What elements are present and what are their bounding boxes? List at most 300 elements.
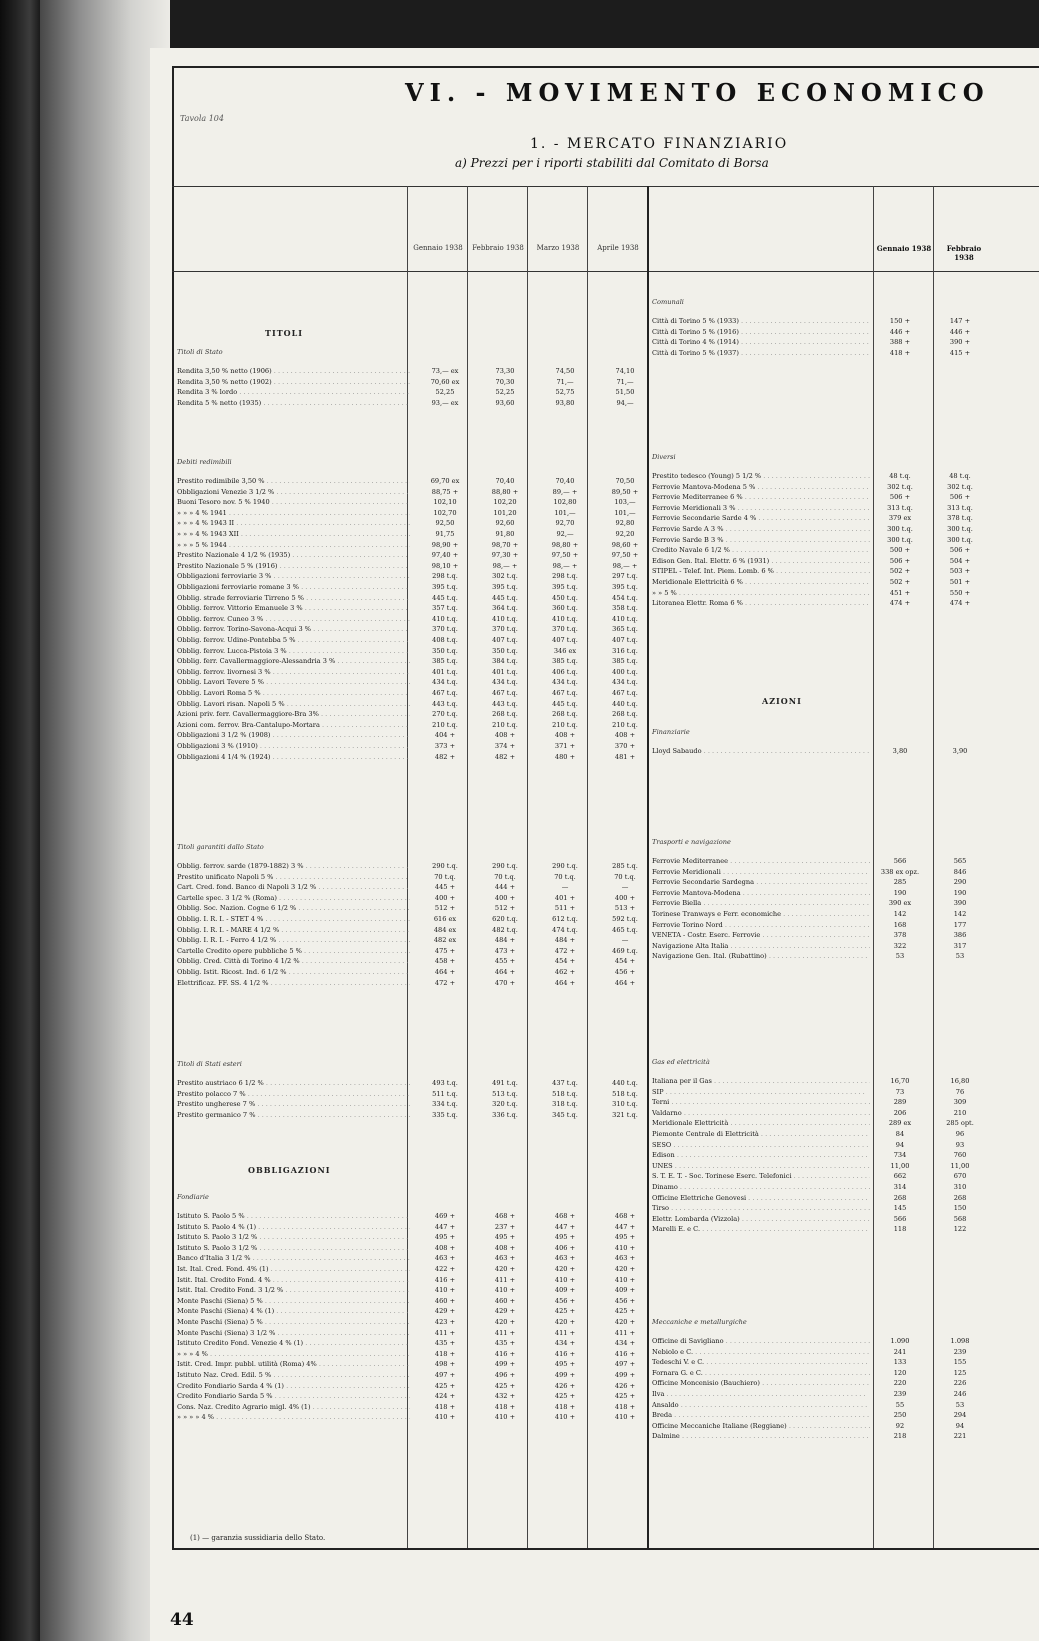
page-number: 44: [170, 1610, 194, 1630]
row-value: 434 t.q.: [492, 678, 518, 687]
row-value: 454 +: [614, 957, 636, 966]
row-label: Obblig. Cred. Città di Torino 4 1/2 % . . .: [177, 956, 410, 966]
row-value: 497 +: [614, 1360, 636, 1369]
row-value: 290: [953, 878, 967, 887]
row-label: Istituto S. Paolo 4 % (1) . . .: [177, 1222, 410, 1232]
row-value: 74,50: [555, 367, 575, 375]
row-label: Istituto Naz. Cred. Edil. 5 % . . .: [177, 1370, 410, 1380]
row-value: 620 t.q.: [492, 915, 518, 923]
row-value: 429 +: [494, 1307, 516, 1316]
row-value: 268: [893, 1193, 907, 1202]
row-label: Obbligazioni 3 1/2 % (1908) . . .: [177, 730, 410, 740]
row-value: 336 t.q.: [492, 1110, 518, 1119]
row-label: Prestito redimibile 3,50 % . . .: [177, 476, 410, 486]
row-value: 407 t.q.: [552, 636, 578, 644]
row-value: 670: [953, 1172, 967, 1181]
row-value: 168: [893, 920, 907, 929]
row-value: 76: [955, 1087, 965, 1096]
row-value: 88,75 +: [431, 487, 459, 496]
row-label: Monte Paschi (Siena) 3 1/2 % . . .: [177, 1328, 410, 1338]
row-value: 70,40: [555, 477, 575, 485]
row-value: 69,70 ex: [430, 477, 460, 485]
row-value: 454 +: [554, 957, 576, 966]
row-value: 491 t.q.: [492, 1079, 518, 1087]
row-value: 300 t.q.: [887, 535, 913, 544]
row-value: 408 +: [434, 1243, 456, 1252]
row-value: 435 +: [494, 1339, 516, 1348]
row-value: 495 +: [614, 1233, 636, 1242]
row-value: 133: [893, 1358, 907, 1367]
row-value: 300 t.q.: [947, 525, 973, 533]
row-value: 458 +: [434, 957, 456, 966]
row-value: 475 +: [434, 946, 456, 955]
row-label: Obblig. Lavori risan. Napoli 5 % . . .: [177, 699, 410, 709]
row-value: 464 +: [554, 978, 576, 987]
row-value: 16,70: [890, 1077, 910, 1085]
row-value: 482 ex: [433, 936, 457, 945]
row-value: 464 +: [494, 968, 516, 976]
row-label: Dinamo . . .: [652, 1182, 870, 1192]
row-value: 462 +: [554, 968, 576, 976]
row-value: 463 +: [554, 1254, 576, 1263]
row-value: 592 t.q.: [612, 915, 638, 923]
row-label: Cartelle spec. 3 1/2 % (Roma) . . .: [177, 893, 410, 903]
row-value: 142: [953, 910, 967, 918]
row-value: 300 t.q.: [947, 535, 973, 544]
row-value: 55: [895, 1400, 905, 1409]
row-value: 410 t.q.: [552, 614, 578, 623]
row-value: 150 +: [889, 317, 911, 325]
row-label: Officine di Savigliano . . .: [652, 1336, 870, 1346]
row-value: 416 +: [434, 1275, 456, 1284]
row-value: 93,80: [555, 398, 575, 407]
chapter-title: VI. - MOVIMENTO ECONOMICO: [405, 78, 990, 107]
row-value: 484 +: [494, 936, 516, 945]
row-value: 456 +: [554, 1296, 576, 1305]
row-value: 91,75: [435, 530, 455, 538]
row-value: 268: [953, 1193, 967, 1202]
row-value: 92,60: [495, 519, 515, 528]
row-label: Rendita 3 % lordo . . .: [177, 387, 410, 397]
row-value: 84: [895, 1130, 905, 1138]
row-label: Prestito tedesco (Young) 5 1/2 % . . .: [652, 471, 870, 481]
section-title: Titoli di Stato: [177, 348, 223, 356]
row-label: Ferrovie Sarde B 3 % . . .: [652, 535, 870, 545]
row-value: 226: [953, 1379, 967, 1388]
row-label: Monte Paschi (Siena) 5 % . . .: [177, 1296, 410, 1306]
row-value: 734: [893, 1151, 907, 1160]
row-value: 501 +: [949, 578, 971, 586]
row-value: 73,30: [495, 367, 515, 375]
row-value: 420 +: [494, 1318, 516, 1326]
section-title: Comunali: [652, 298, 684, 306]
book-binding-shadow: [0, 0, 40, 1641]
row-value: 467 t.q.: [432, 689, 458, 697]
row-value: 145: [893, 1204, 907, 1213]
row-value: 418 +: [614, 1402, 636, 1411]
row-value: 98,80 +: [551, 540, 579, 549]
row-label: S. T. E. T. - Soc. Torinese Eserc. Telefonici . . .: [652, 1171, 870, 1181]
row-value: 70 t.q.: [494, 872, 516, 881]
row-label: Elettr. Lombarda (Vizzola) . . .: [652, 1214, 870, 1224]
row-value: 364 t.q.: [492, 604, 518, 613]
row-value: 250: [893, 1411, 907, 1420]
row-value: 426 +: [554, 1381, 576, 1390]
row-value: 390 +: [949, 338, 971, 347]
row-value: 70 t.q.: [614, 872, 636, 881]
row-value: 93,— ex: [431, 398, 459, 407]
table-frame-bottom: [172, 1548, 1039, 1550]
row-value: 447 +: [614, 1222, 636, 1231]
row-value: 503 +: [949, 567, 971, 576]
row-value: 73: [895, 1087, 905, 1096]
row-value: 317: [953, 941, 967, 950]
row-label: Prestito unificato Napoli 5 % . . .: [177, 872, 410, 882]
row-value: 454 t.q.: [612, 593, 638, 602]
row-label: STIPEL - Telef. Int. Piem. Lomb. 6 % . . .: [652, 566, 870, 576]
row-value: 425 +: [554, 1392, 576, 1401]
row-value: —: [621, 936, 629, 945]
row-label: Ansaldo . . .: [652, 1400, 870, 1410]
row-value: 444 +: [494, 883, 516, 892]
row-value: 88,80 +: [491, 487, 519, 496]
row-value: 210 t.q.: [432, 720, 458, 729]
row-value: 390 ex: [888, 899, 912, 908]
row-label: Breda . . .: [652, 1410, 870, 1420]
row-value: 410 +: [554, 1413, 576, 1422]
row-value: 497 +: [434, 1371, 456, 1379]
row-value: 513 t.q.: [492, 1089, 518, 1098]
row-value: 210 t.q.: [612, 720, 638, 729]
row-value: 11,00: [950, 1161, 970, 1170]
row-label: Istit. Ital. Credito Fond. 3 1/2 % . . .: [177, 1285, 410, 1295]
row-value: 426 +: [614, 1381, 636, 1390]
row-label: Cons. Naz. Credito Agrario migl. 4% (1) . . .: [177, 1402, 410, 1412]
row-value: 410 +: [614, 1413, 636, 1422]
row-label: SESO . . .: [652, 1140, 870, 1150]
row-value: 316 t.q.: [612, 646, 638, 655]
row-label: Istituto S. Paolo 3 1/2 % . . .: [177, 1232, 410, 1242]
row-label: SIP . . .: [652, 1087, 870, 1097]
row-value: 370 +: [614, 742, 636, 750]
row-value: 122: [953, 1225, 967, 1234]
row-value: 440 t.q.: [612, 1079, 638, 1087]
row-value: 411 +: [614, 1328, 636, 1337]
row-value: 89,50 +: [611, 487, 639, 496]
row-label: Lloyd Sabaudo . . .: [652, 746, 870, 756]
section-title: 1. - MERCATO FINANZIARIO: [530, 136, 789, 152]
row-label: Italiana per il Gas . . .: [652, 1076, 870, 1086]
row-label: » » » » 4 % . . .: [177, 1412, 410, 1422]
row-value: 473 +: [494, 946, 516, 955]
row-value: 285: [893, 878, 907, 887]
header-top-rule: [172, 186, 1039, 187]
row-label: Obblig. ferrov. livornesi 3 % . . .: [177, 667, 410, 677]
row-value: 395 t.q.: [432, 583, 458, 591]
row-value: 445 t.q.: [552, 699, 578, 708]
row-value: 506 +: [949, 493, 971, 502]
row-value: —: [621, 883, 629, 892]
row-value: 506 +: [949, 546, 971, 555]
row-value: 420 +: [494, 1265, 516, 1273]
row-value: 395 t.q.: [552, 583, 578, 591]
row-value: 418 +: [494, 1402, 516, 1411]
row-value: 469 +: [434, 1212, 456, 1220]
left-col-header-marzo: Marzo 1938: [536, 244, 580, 252]
row-value: 370 t.q.: [432, 625, 458, 634]
row-value: 420 +: [614, 1318, 636, 1326]
row-value: 468 +: [614, 1212, 636, 1220]
row-value: 432 +: [494, 1392, 516, 1401]
row-value: 93: [955, 1140, 965, 1149]
right-col-header-febbraio: Febbraio 1938: [946, 244, 982, 262]
row-label: Obblig. strade ferroviarie Tirreno 5 % . . .: [177, 593, 410, 603]
row-value: 70 t.q.: [434, 872, 456, 881]
row-value: 73,— ex: [431, 367, 459, 375]
row-value: 314: [893, 1183, 907, 1191]
row-value: 142: [893, 910, 907, 918]
row-value: 410 +: [614, 1243, 636, 1252]
row-value: 101,—: [554, 508, 576, 517]
row-label: Ilva . . .: [652, 1389, 870, 1399]
row-label: » » » 4 % 1943 XII . . .: [177, 529, 410, 539]
row-value: 386: [953, 931, 967, 940]
row-value: 71,—: [616, 377, 634, 386]
row-value: 512 +: [434, 904, 456, 913]
row-value: 445 t.q.: [492, 593, 518, 602]
row-value: 310 t.q.: [612, 1100, 638, 1109]
row-value: 1.098: [950, 1337, 970, 1345]
section-title: Trasporti e navigazione: [652, 838, 731, 846]
row-label: Dalmine . . .: [652, 1431, 870, 1441]
row-value: 313 t.q.: [887, 503, 913, 512]
row-label: Credito Fondiario Sarda 4 % (1) . . .: [177, 1381, 410, 1391]
row-value: 74,10: [615, 367, 635, 375]
row-label: Valdarno . . .: [652, 1108, 870, 1118]
row-label: Officine Meccaniche Italiane (Reggiane) . . .: [652, 1421, 870, 1431]
row-value: 502 +: [889, 567, 911, 576]
row-value: 177: [953, 920, 967, 929]
row-value: 378 t.q.: [947, 514, 973, 523]
row-label: Elettrificaz. FF. SS. 4 1/2 % . . .: [177, 978, 410, 988]
row-value: 410 t.q.: [612, 614, 638, 623]
row-value: 513 +: [614, 904, 636, 913]
row-value: 94,—: [616, 398, 634, 407]
row-value: 388 +: [889, 338, 911, 347]
row-value: 70,60 ex: [430, 377, 460, 386]
row-value: 467 t.q.: [612, 689, 638, 697]
row-value: 390: [953, 899, 967, 908]
footnote: (1) — garanzia sussidiaria dello Stato.: [190, 1534, 326, 1542]
row-value: 468 +: [494, 1212, 516, 1220]
row-value: 484 ex: [433, 925, 457, 934]
row-value: 406 +: [554, 1243, 576, 1252]
row-value: 298 t.q.: [432, 572, 458, 581]
row-value: 92,80: [615, 519, 635, 528]
row-value: 500 +: [889, 546, 911, 555]
row-label: Obbligazioni 3 % (1910) . . .: [177, 741, 410, 751]
row-value: 422 +: [434, 1265, 456, 1273]
row-value: 400 +: [614, 893, 636, 902]
row-label: Prestito austriaco 6 1/2 % . . .: [177, 1078, 410, 1088]
row-label: Cartelle Credito opere pubbliche 5 % . . .: [177, 946, 410, 956]
row-value: 512 +: [494, 904, 516, 913]
row-value: 92: [895, 1421, 905, 1430]
row-value: 89,— +: [552, 487, 578, 496]
row-label: Monte Paschi (Siena) 5 % . . .: [177, 1317, 410, 1327]
row-value: 94: [955, 1421, 965, 1430]
row-value: 499 +: [554, 1371, 576, 1379]
row-value: 400 +: [434, 893, 456, 902]
row-value: 465 t.q.: [612, 925, 638, 934]
row-label: Città di Torino 5 % (1933) . . .: [652, 316, 870, 326]
row-label: Meridionale Elettricità 6 % . . .: [652, 577, 870, 587]
row-value: 97,40 +: [431, 551, 459, 560]
row-value: 190: [893, 888, 907, 897]
row-value: 846: [953, 867, 967, 876]
row-value: 290 t.q.: [492, 862, 518, 870]
row-label: Città di Torino 4 % (1914) . . .: [652, 337, 870, 347]
row-value: 321 t.q.: [612, 1110, 638, 1119]
row-value: 302 t.q.: [887, 482, 913, 491]
row-value: 384 t.q.: [492, 657, 518, 666]
row-value: 506 +: [889, 493, 911, 502]
row-label: Città di Torino 5 % (1937) . . .: [652, 348, 870, 358]
row-label: Obblig. Istit. Ricost. Ind. 6 1/2 % . . .: [177, 967, 410, 977]
row-label: Nebiolo e C. . . .: [652, 1347, 870, 1357]
subsection-title: a) Prezzi per i riporti stabiliti dal Comitato di Borsa: [455, 156, 769, 170]
row-value: 385 t.q.: [432, 657, 458, 666]
row-value: 270 t.q.: [432, 710, 458, 719]
row-value: 97,30 +: [491, 551, 519, 560]
row-label: Obblig. Soc. Nazion. Cogne 6 1/2 % . . .: [177, 903, 410, 913]
row-value: 502 +: [889, 578, 911, 586]
row-value: 239: [893, 1390, 907, 1398]
row-value: 52,25: [495, 388, 515, 397]
row-value: 511 t.q.: [432, 1089, 458, 1098]
row-value: 53: [955, 952, 965, 961]
row-value: 346 ex: [553, 646, 577, 655]
row-value: 410 +: [614, 1275, 636, 1284]
row-value: 437 t.q.: [552, 1079, 578, 1087]
row-value: 92,—: [556, 530, 574, 538]
row-value: 429 +: [434, 1307, 456, 1316]
row-value: 338 ex opz.: [880, 867, 920, 876]
row-value: 101,—: [614, 508, 636, 517]
row-value: 401 t.q.: [492, 667, 518, 676]
row-label: Obblig. ferrov. Udine-Pontebba 5 % . . .: [177, 635, 410, 645]
row-label: Officine Moncenisio (Bauchiero) . . .: [652, 1378, 870, 1388]
row-value: 350 t.q.: [492, 646, 518, 655]
row-label: Istit. Ital. Credito Fond. 4 % . . .: [177, 1275, 410, 1285]
row-label: » » » 4 % 1943 II . . .: [177, 518, 410, 528]
row-value: 463 +: [614, 1254, 636, 1263]
row-value: 406 t.q.: [552, 667, 578, 676]
row-value: 93,60: [495, 398, 515, 407]
azioni-heading: AZIONI: [762, 696, 802, 706]
row-label: Obbligazioni ferroviarie romane 3 % . . .: [177, 582, 410, 592]
row-value: 53: [955, 1400, 965, 1409]
row-value: 395 t.q.: [612, 583, 638, 591]
row-value: 125: [953, 1368, 967, 1377]
row-value: 447 +: [434, 1222, 456, 1231]
row-value: 420 +: [554, 1265, 576, 1273]
row-value: —: [561, 883, 569, 892]
row-label: Prestito Nazionale 4 1/2 % (1935) . . .: [177, 550, 410, 560]
row-value: 468 +: [554, 1212, 576, 1220]
row-value: 52,75: [555, 388, 575, 397]
row-value: 495 +: [434, 1233, 456, 1242]
row-value: 467 t.q.: [492, 689, 518, 697]
row-label: Obblig. Lavori Roma 5 % . . .: [177, 688, 410, 698]
row-label: » » 5 % . . .: [652, 588, 870, 598]
row-value: 410 +: [494, 1286, 516, 1295]
row-label: Ferrovie Torino Nord . . .: [652, 920, 870, 930]
row-value: 120: [893, 1368, 907, 1377]
row-value: 239: [953, 1347, 967, 1356]
row-value: 237 +: [494, 1222, 516, 1231]
row-value: 443 t.q.: [432, 699, 458, 708]
row-value: 70 t.q.: [554, 872, 576, 881]
row-label: Litoranea Elettr. Roma 6 % . . .: [652, 598, 870, 608]
row-value: 472 +: [554, 946, 576, 955]
row-value: 447 +: [554, 1222, 576, 1231]
row-label: Officine Elettriche Genovesi . . .: [652, 1193, 870, 1203]
row-label: Monte Paschi (Siena) 4 % (1) . . .: [177, 1306, 410, 1316]
row-value: 445 t.q.: [432, 593, 458, 602]
row-value: 246: [953, 1390, 967, 1398]
row-value: 300 t.q.: [887, 525, 913, 533]
row-value: 98,10 +: [431, 561, 459, 570]
row-value: 150: [953, 1204, 967, 1213]
row-value: 420 +: [614, 1265, 636, 1273]
row-value: 92,50: [435, 519, 455, 528]
row-value: 616 ex: [433, 915, 457, 923]
row-label: Buoni Tesoro nov. 5 % 1940 . . .: [177, 497, 410, 507]
row-value: 206: [893, 1108, 907, 1117]
row-value: 373 +: [434, 742, 456, 750]
row-value: 410 t.q.: [432, 614, 458, 623]
row-value: 434 +: [614, 1339, 636, 1348]
row-value: 411 +: [554, 1328, 576, 1337]
row-value: 470 +: [494, 978, 516, 987]
row-value: 425 +: [434, 1381, 456, 1390]
row-label: Obblig. I. R. I. - Ferro 4 1/2 % . . .: [177, 935, 410, 945]
row-value: 474 t.q.: [552, 925, 578, 934]
row-value: 221: [953, 1432, 967, 1441]
row-value: 285 opt.: [946, 1119, 974, 1128]
row-value: 474 +: [949, 599, 971, 608]
row-value: 456 +: [614, 1296, 636, 1305]
row-value: 102,10: [433, 498, 457, 507]
row-value: 268 t.q.: [552, 710, 578, 719]
row-value: 400 +: [494, 893, 516, 902]
row-value: 482 +: [494, 752, 516, 761]
left-col-header-febbraio: Febbraio 1938: [472, 244, 524, 252]
row-value: 760: [953, 1151, 967, 1160]
row-value: 511 +: [554, 904, 576, 913]
row-value: 102,70: [433, 508, 457, 517]
row-value: 463 +: [494, 1254, 516, 1263]
section-title: Fondiarie: [177, 1193, 209, 1201]
row-value: 409 +: [614, 1286, 636, 1295]
row-value: 408 +: [614, 731, 636, 740]
row-value: 434 t.q.: [552, 678, 578, 687]
left-col-header-aprile: Aprile 1938: [597, 244, 639, 252]
row-label: Torinese Tranways e Ferr. economiche . . .: [652, 909, 870, 919]
row-label: Obbligazioni Venezie 3 1/2 % . . .: [177, 487, 410, 497]
row-label: Fornara G. e C. . . .: [652, 1368, 870, 1378]
